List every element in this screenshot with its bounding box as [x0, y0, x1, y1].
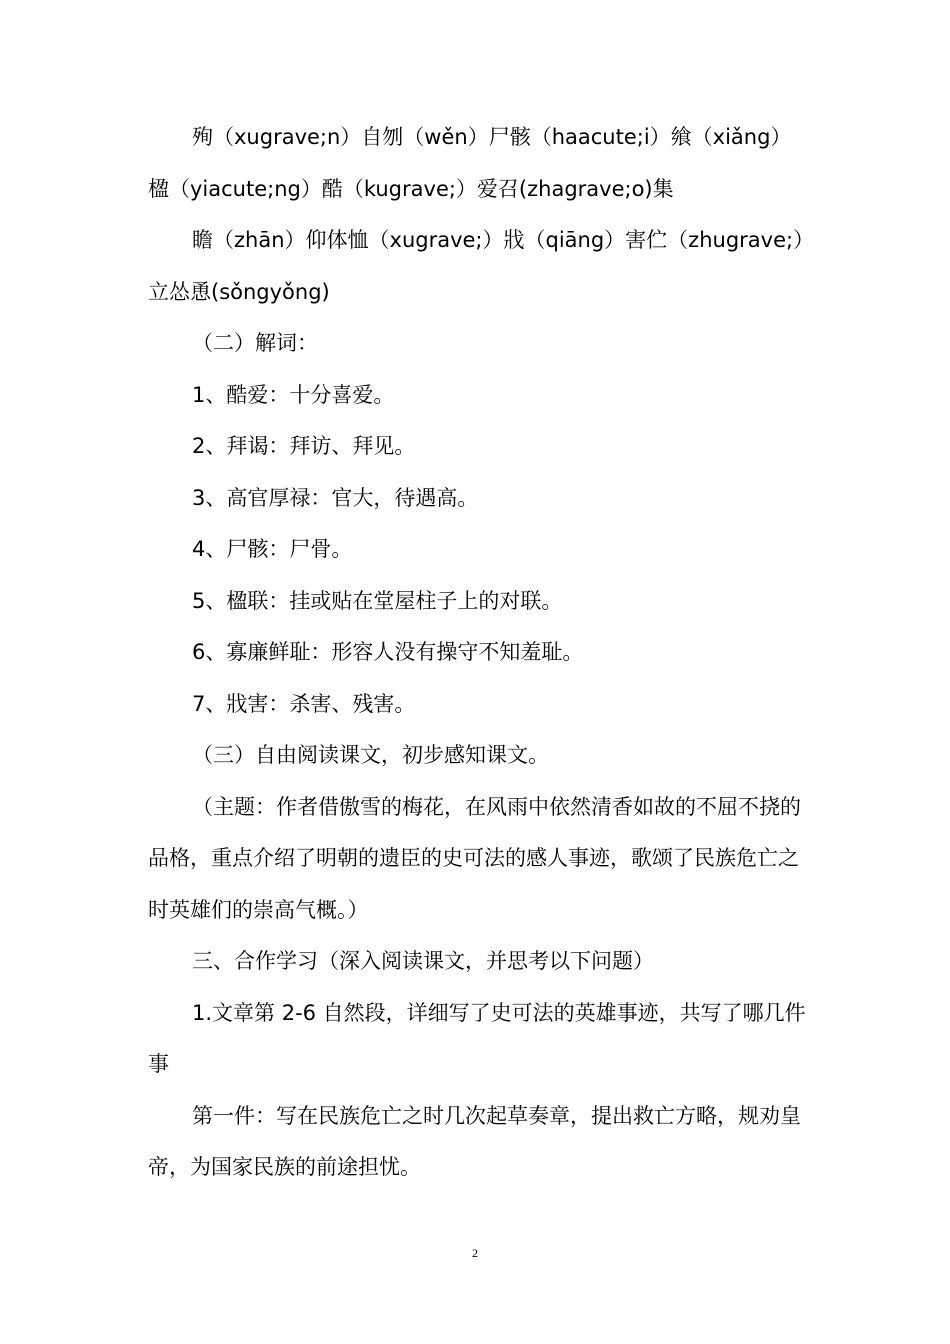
- section-heading-cooperative-study: 三、合作学习（深入阅读课文，并思考以下问题）: [192, 949, 654, 973]
- vocabulary-item: 6、寡廉鲜耻：形容人没有操守不知羞耻。: [192, 640, 584, 664]
- vocabulary-item: 5、楹联：挂或贴在堂屋柱子上的对联。: [192, 588, 563, 613]
- page-number: 2: [472, 1246, 478, 1260]
- pinyin-paragraph-1: 殉（xugrave;n）自刎（wěn）尸骸（haacute;i）飨（xiǎng）楹（yiacute;ng）酷（kugrave;）爱召(zhagrave;o)集: [148, 125, 792, 201]
- question-paragraph: 1.文章第 2-6 自然段，详细写了史可法的英雄事迹，共写了哪几件事: [148, 1000, 806, 1076]
- answer-paragraph: 第一件：写在民族危亡之时几次起草奏章，提出救亡方略，规劝皇帝，为国家民族的前途担忧。: [148, 1103, 801, 1179]
- vocabulary-item: 4、尸骸：尸骨。: [192, 537, 353, 561]
- section-heading-reading: （三）自由阅读课文，初步感知课文。: [192, 743, 549, 767]
- document-body: [148, 112, 808, 1194]
- pinyin-paragraph-2: 瞻（zhān）仰体恤（xugrave;）戕（qiāng）害伫（zhugrave;）立怂恿(sǒngyǒng): [148, 228, 804, 304]
- theme-paragraph: （主题：作者借傲雪的梅花，在风雨中依然清香如故的不屈不挠的品格，重点介绍了明朝的遗臣的史可法的感人事迹，歌颂了民族危亡之时英雄们的崇高气概。）: [148, 794, 801, 922]
- vocabulary-item: 7、戕害：杀害、残害。: [192, 691, 416, 716]
- vocabulary-item: 2、拜谒：拜访、拜见。: [192, 434, 416, 458]
- section-heading-vocabulary: （二）解词：: [192, 331, 318, 355]
- vocabulary-item: 1、酷爱：十分喜爱。: [192, 382, 395, 407]
- vocabulary-item: 3、高官厚禄：官大，待遇高。: [192, 485, 479, 510]
